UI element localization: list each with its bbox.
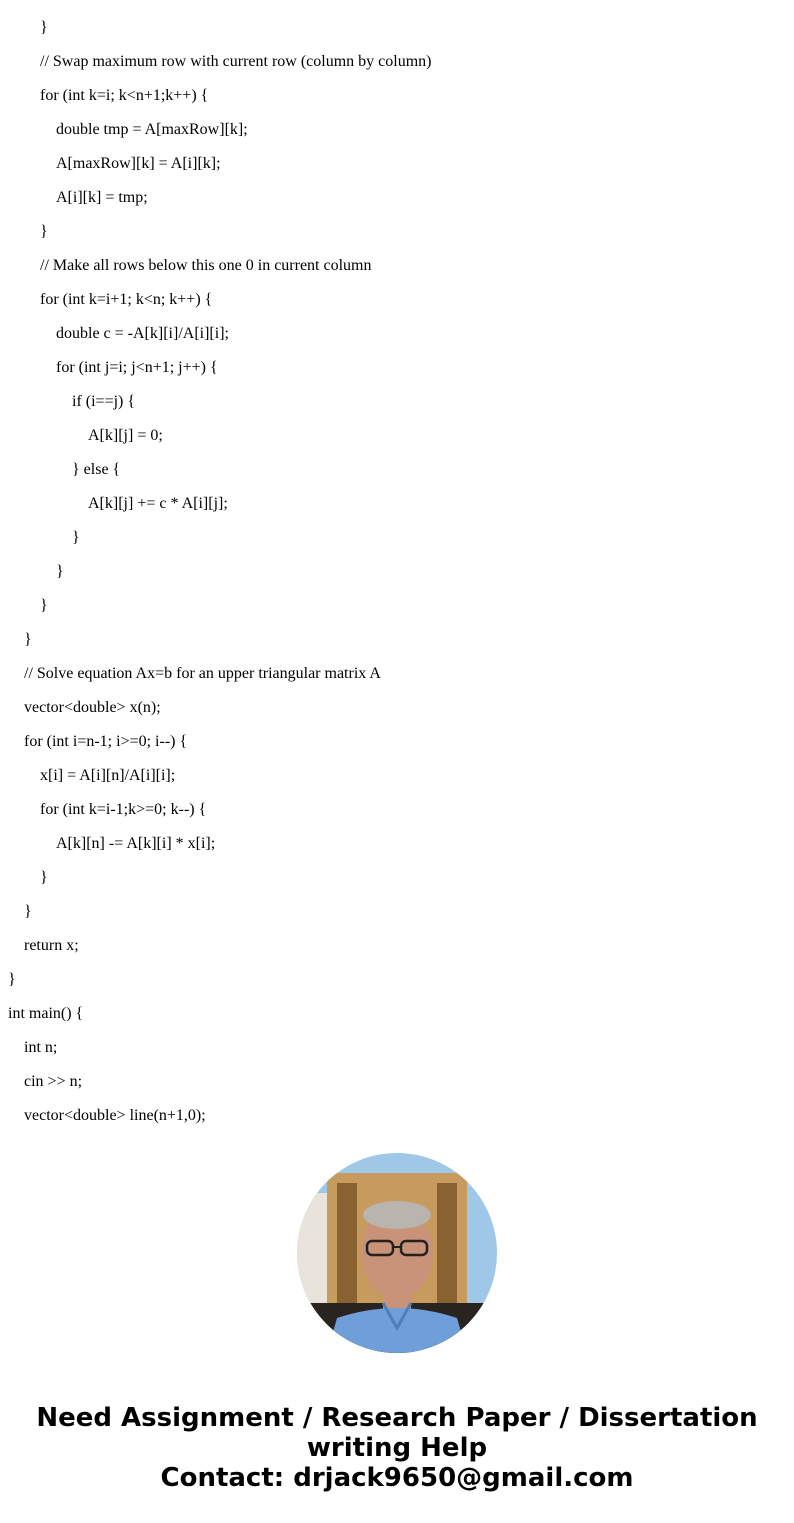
code-line: // Swap maximum row with current row (column by column)	[40, 53, 432, 70]
code-line: vector<double> x(n);	[24, 699, 161, 716]
author-photo-icon	[297, 1153, 497, 1353]
code-line: double tmp = A[maxRow][k];	[56, 121, 248, 138]
code-line: }	[72, 529, 80, 546]
cta-contact-line: Contact: drjack9650@gmail.com	[160, 1463, 634, 1493]
code-line: }	[24, 903, 32, 920]
code-line: }	[40, 223, 48, 240]
code-line: x[i] = A[i][n]/A[i][i];	[40, 767, 176, 784]
code-line: }	[40, 597, 48, 614]
author-photo	[297, 1153, 497, 1353]
code-line: A[k][n] -= A[k][i] * x[i];	[56, 835, 216, 852]
code-line: int n;	[24, 1039, 58, 1056]
code-line: int main() {	[8, 1005, 84, 1022]
code-line: } else {	[72, 461, 121, 478]
code-line: for (int i=n-1; i>=0; i--) {	[24, 733, 188, 750]
cta-line-1: Need Assignment / Research Paper / Dissertation	[36, 1403, 758, 1433]
code-line: }	[56, 563, 64, 580]
code-line: }	[40, 19, 48, 36]
code-line: // Solve equation Ax=b for an upper triangular matrix A	[24, 665, 381, 682]
code-line: cin >> n;	[24, 1073, 83, 1090]
code-line: return x;	[24, 937, 79, 954]
code-line: double c = -A[k][i]/A[i][i];	[56, 325, 229, 342]
code-line: for (int k=i-1;k>=0; k--) {	[40, 801, 207, 818]
code-line: vector<double> line(n+1,0);	[24, 1107, 206, 1124]
code-line: A[k][j] += c * A[i][j];	[88, 495, 228, 512]
code-line: // Make all rows below this one 0 in current column	[40, 257, 372, 274]
code-line: for (int k=i+1; k<n; k++) {	[40, 291, 213, 308]
code-line: A[i][k] = tmp;	[56, 189, 148, 206]
code-line: }	[8, 971, 16, 988]
code-line: for (int k=i; k<n+1;k++) {	[40, 87, 209, 104]
code-line: for (int j=i; j<n+1; j++) {	[56, 359, 218, 376]
code-line: if (i==j) {	[72, 393, 136, 410]
code-line: A[k][j] = 0;	[88, 427, 163, 444]
code-line: }	[40, 869, 48, 886]
cta-line-2: writing Help	[306, 1433, 488, 1463]
contact-banner	[0, 1403, 794, 1493]
code-line: }	[24, 631, 32, 648]
code-line: A[maxRow][k] = A[i][k];	[56, 155, 221, 172]
